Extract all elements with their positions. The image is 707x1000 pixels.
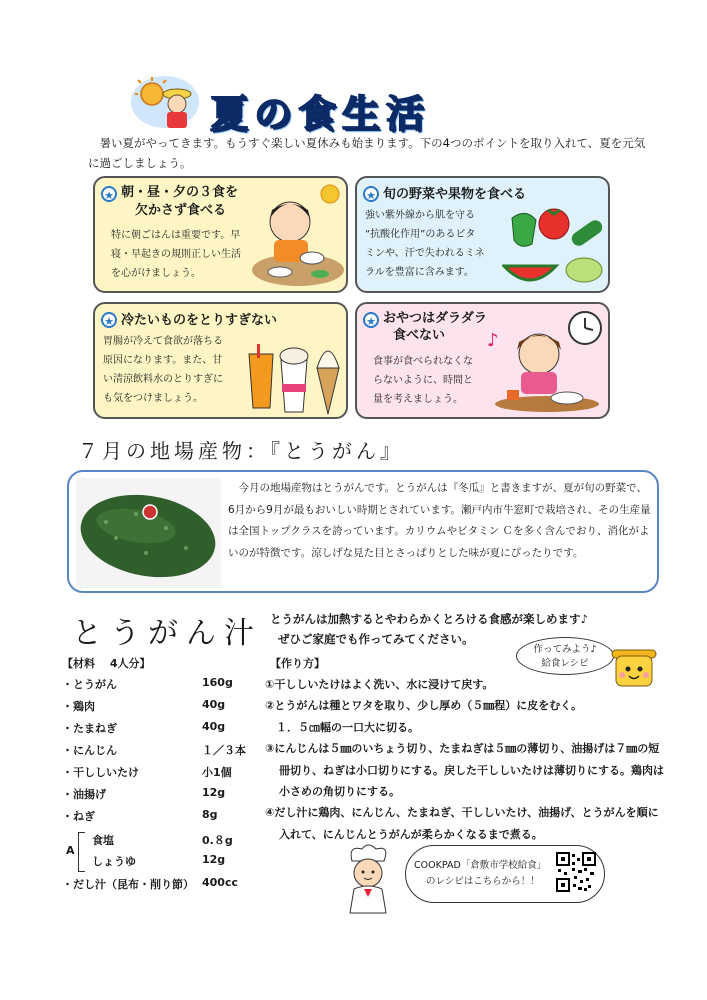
ingredient-qty: 40g — [202, 720, 226, 733]
ingredients-heading: 【材料 4人分】 — [62, 657, 151, 670]
step-item: ④だし汁に鶏肉、にんじん、たまねぎ、干ししいたけ、油揚げ、とうがんを順に入れて、にんじんとうがんが柔らかくなるまで煮る。 — [265, 806, 659, 841]
card-body-line: “抗酸化作用”のあるビタ — [365, 229, 476, 240]
steps-heading: 【作り方】 — [270, 657, 325, 670]
local-produce-heading: ７月の地場産物：『とうがん』 — [78, 439, 404, 463]
child-eating-illustration — [250, 180, 346, 290]
group-label: A — [66, 844, 75, 857]
svg-text:♪: ♪ — [487, 330, 499, 351]
ingredient-name: ・にんじん — [62, 744, 117, 757]
intro-text: 暑い夏がやってきます。もうすぐ楽しい夏休みも始まります。下の4つのポイントを取り入れて、夏を元気に過ごしましょう。 — [88, 136, 646, 170]
ingredient-qty: 12g — [202, 786, 226, 799]
ingredient-qty: １／３本 — [202, 744, 246, 757]
card-body-line: 寝・早起きの規則正しい生活 — [111, 249, 241, 260]
card-title-line2: 欠かさず食べる — [135, 203, 227, 218]
ingredient-qty: 12g — [202, 853, 226, 866]
card-body-line: を心がけましょう。 — [111, 268, 201, 279]
card-snacks — [355, 302, 610, 419]
star-icon: ★ — [363, 312, 379, 328]
bubble-line: 給食レシピ — [541, 658, 589, 669]
card-body-line: ラルを豊富に含みます。 — [365, 267, 474, 278]
ingredient-name: ・鶏肉 — [62, 700, 95, 713]
star-icon: ★ — [363, 186, 379, 202]
page-title: 夏の食生活 — [210, 92, 431, 136]
ingredient-row — [62, 876, 262, 898]
ingredient-list — [62, 676, 262, 898]
group-bracket — [78, 832, 85, 872]
ingredient-row — [62, 720, 262, 742]
recipe-lead-line: ぜひご家庭でも作ってみてください。 — [278, 632, 474, 646]
ingredient-name: しょうゆ — [92, 855, 136, 868]
step-item: ②とうがんは種とワタを取り、少し厚め（５㎜程）に皮をむく。 — [265, 699, 582, 713]
ingredient-row — [62, 742, 262, 764]
card-body-line: も気をつけましょう。 — [103, 393, 203, 404]
qr-code-icon[interactable] — [556, 852, 596, 892]
vegetables-illustration — [502, 204, 608, 290]
sun-kid-illustration — [130, 72, 200, 130]
ingredient-qty: 8g — [202, 808, 218, 821]
ingredient-name: 食塩 — [92, 834, 114, 847]
card-title-line1: 朝・昼・夕の３食を — [121, 185, 239, 200]
ingredient-qty: 0.８g — [202, 834, 233, 847]
ingredient-name: ・油揚げ — [62, 788, 106, 801]
ingredient-name: ・とうがん — [62, 678, 117, 691]
ingredient-qty: 400cc — [202, 876, 239, 889]
card-cold-food — [93, 302, 348, 419]
local-produce-text: 今月の地場産物はとうがんです。とうがんは『冬瓜』と書きますが、夏が旬の野菜で、6月から9月が最もおいしい時期とされています。瀬戸内市牛窓町で栽培され、その生産量は全国トップクラスを誇っています。カリウムやビタミン Ｃを多く含んでおり、消化がよいのが特徴です。涼しげな見た目とさっぱりとした味が夏にぴったりです。 — [228, 482, 651, 559]
card-title-line1: 冷たいものをとりすぎない — [121, 313, 278, 328]
cookpad-line: のレシピはこちらから！！ — [426, 876, 540, 887]
card-title-line2: 食べない — [393, 328, 446, 343]
ingredient-name: ・たまねぎ — [62, 722, 117, 735]
ingredient-row — [62, 764, 262, 786]
cookpad-line: COOKPAD「倉敷市学校給食」 — [414, 860, 547, 871]
recipe-title: とうがん汁 — [72, 616, 262, 651]
card-body-line: 食事が食べられなくな — [373, 356, 473, 367]
ingredient-row — [62, 786, 262, 808]
ingredient-qty: 小1個 — [202, 766, 232, 779]
ingredient-name: ・ねぎ — [62, 810, 95, 823]
step-item: １．５㎝幅の一口大に切る。 — [265, 720, 419, 734]
ingredient-qty: 40g — [202, 698, 226, 711]
card-body-line: らないように、時間と — [373, 375, 473, 386]
card-body-line: 特に朝ごはんは重要です。早 — [111, 230, 241, 241]
cold-drinks-illustration — [245, 334, 347, 418]
card-seasonal-food — [355, 176, 610, 293]
card-three-meals — [93, 176, 348, 293]
card-body-line: 強い紫外線から肌を守る — [365, 210, 475, 221]
ingredient-row — [62, 676, 262, 698]
ingredient-row — [62, 808, 262, 830]
card-body-line: ミンや、汗で失われるミネ — [365, 248, 485, 259]
ingredient-qty: 160g — [202, 676, 233, 689]
speech-bubble — [516, 637, 614, 675]
card-title-line1: 旬の野菜や果物を食べる — [383, 187, 527, 202]
card-body-line: 量を考えましょう。 — [373, 394, 463, 405]
ingredient-row — [62, 698, 262, 720]
step-item: ①干ししいたけはよく洗い、水に浸けて戻す。 — [265, 678, 494, 691]
ingredient-name: ・だし汁（昆布・削り節） — [62, 878, 194, 891]
recipe-lead-line: とうがんは加熱するとやわらかくとろける食感が楽しめます♪ — [270, 612, 588, 626]
step-item: ③にんじんは５㎜のいちょう切り、たまねぎは５㎜の薄切り、油揚げは７㎜の短冊切り、ねぎは小口切りにする。戻した干ししいたけは薄切りにする。鶏肉は小さめの角切りにする。 — [265, 742, 664, 799]
steps-list — [265, 674, 665, 845]
card-title-line1: おやつはダラダラ — [383, 311, 487, 326]
chef-illustration — [338, 843, 398, 915]
star-icon: ★ — [101, 312, 117, 328]
bubble-line: 作ってみよう♪ — [533, 644, 597, 655]
card-body-line: 原因になります。また、甘 — [103, 355, 223, 366]
card-body-line: い清涼飲料水のとりすぎに — [103, 374, 223, 385]
child-snack-illustration — [485, 306, 609, 416]
ingredient-name: ・干ししいたけ — [62, 766, 139, 779]
wax-gourd-image — [76, 478, 221, 588]
seasoning-group — [62, 830, 262, 874]
star-icon: ★ — [101, 186, 117, 202]
card-body-line: 胃腸が冷えて食欲が落ちる — [103, 336, 223, 347]
